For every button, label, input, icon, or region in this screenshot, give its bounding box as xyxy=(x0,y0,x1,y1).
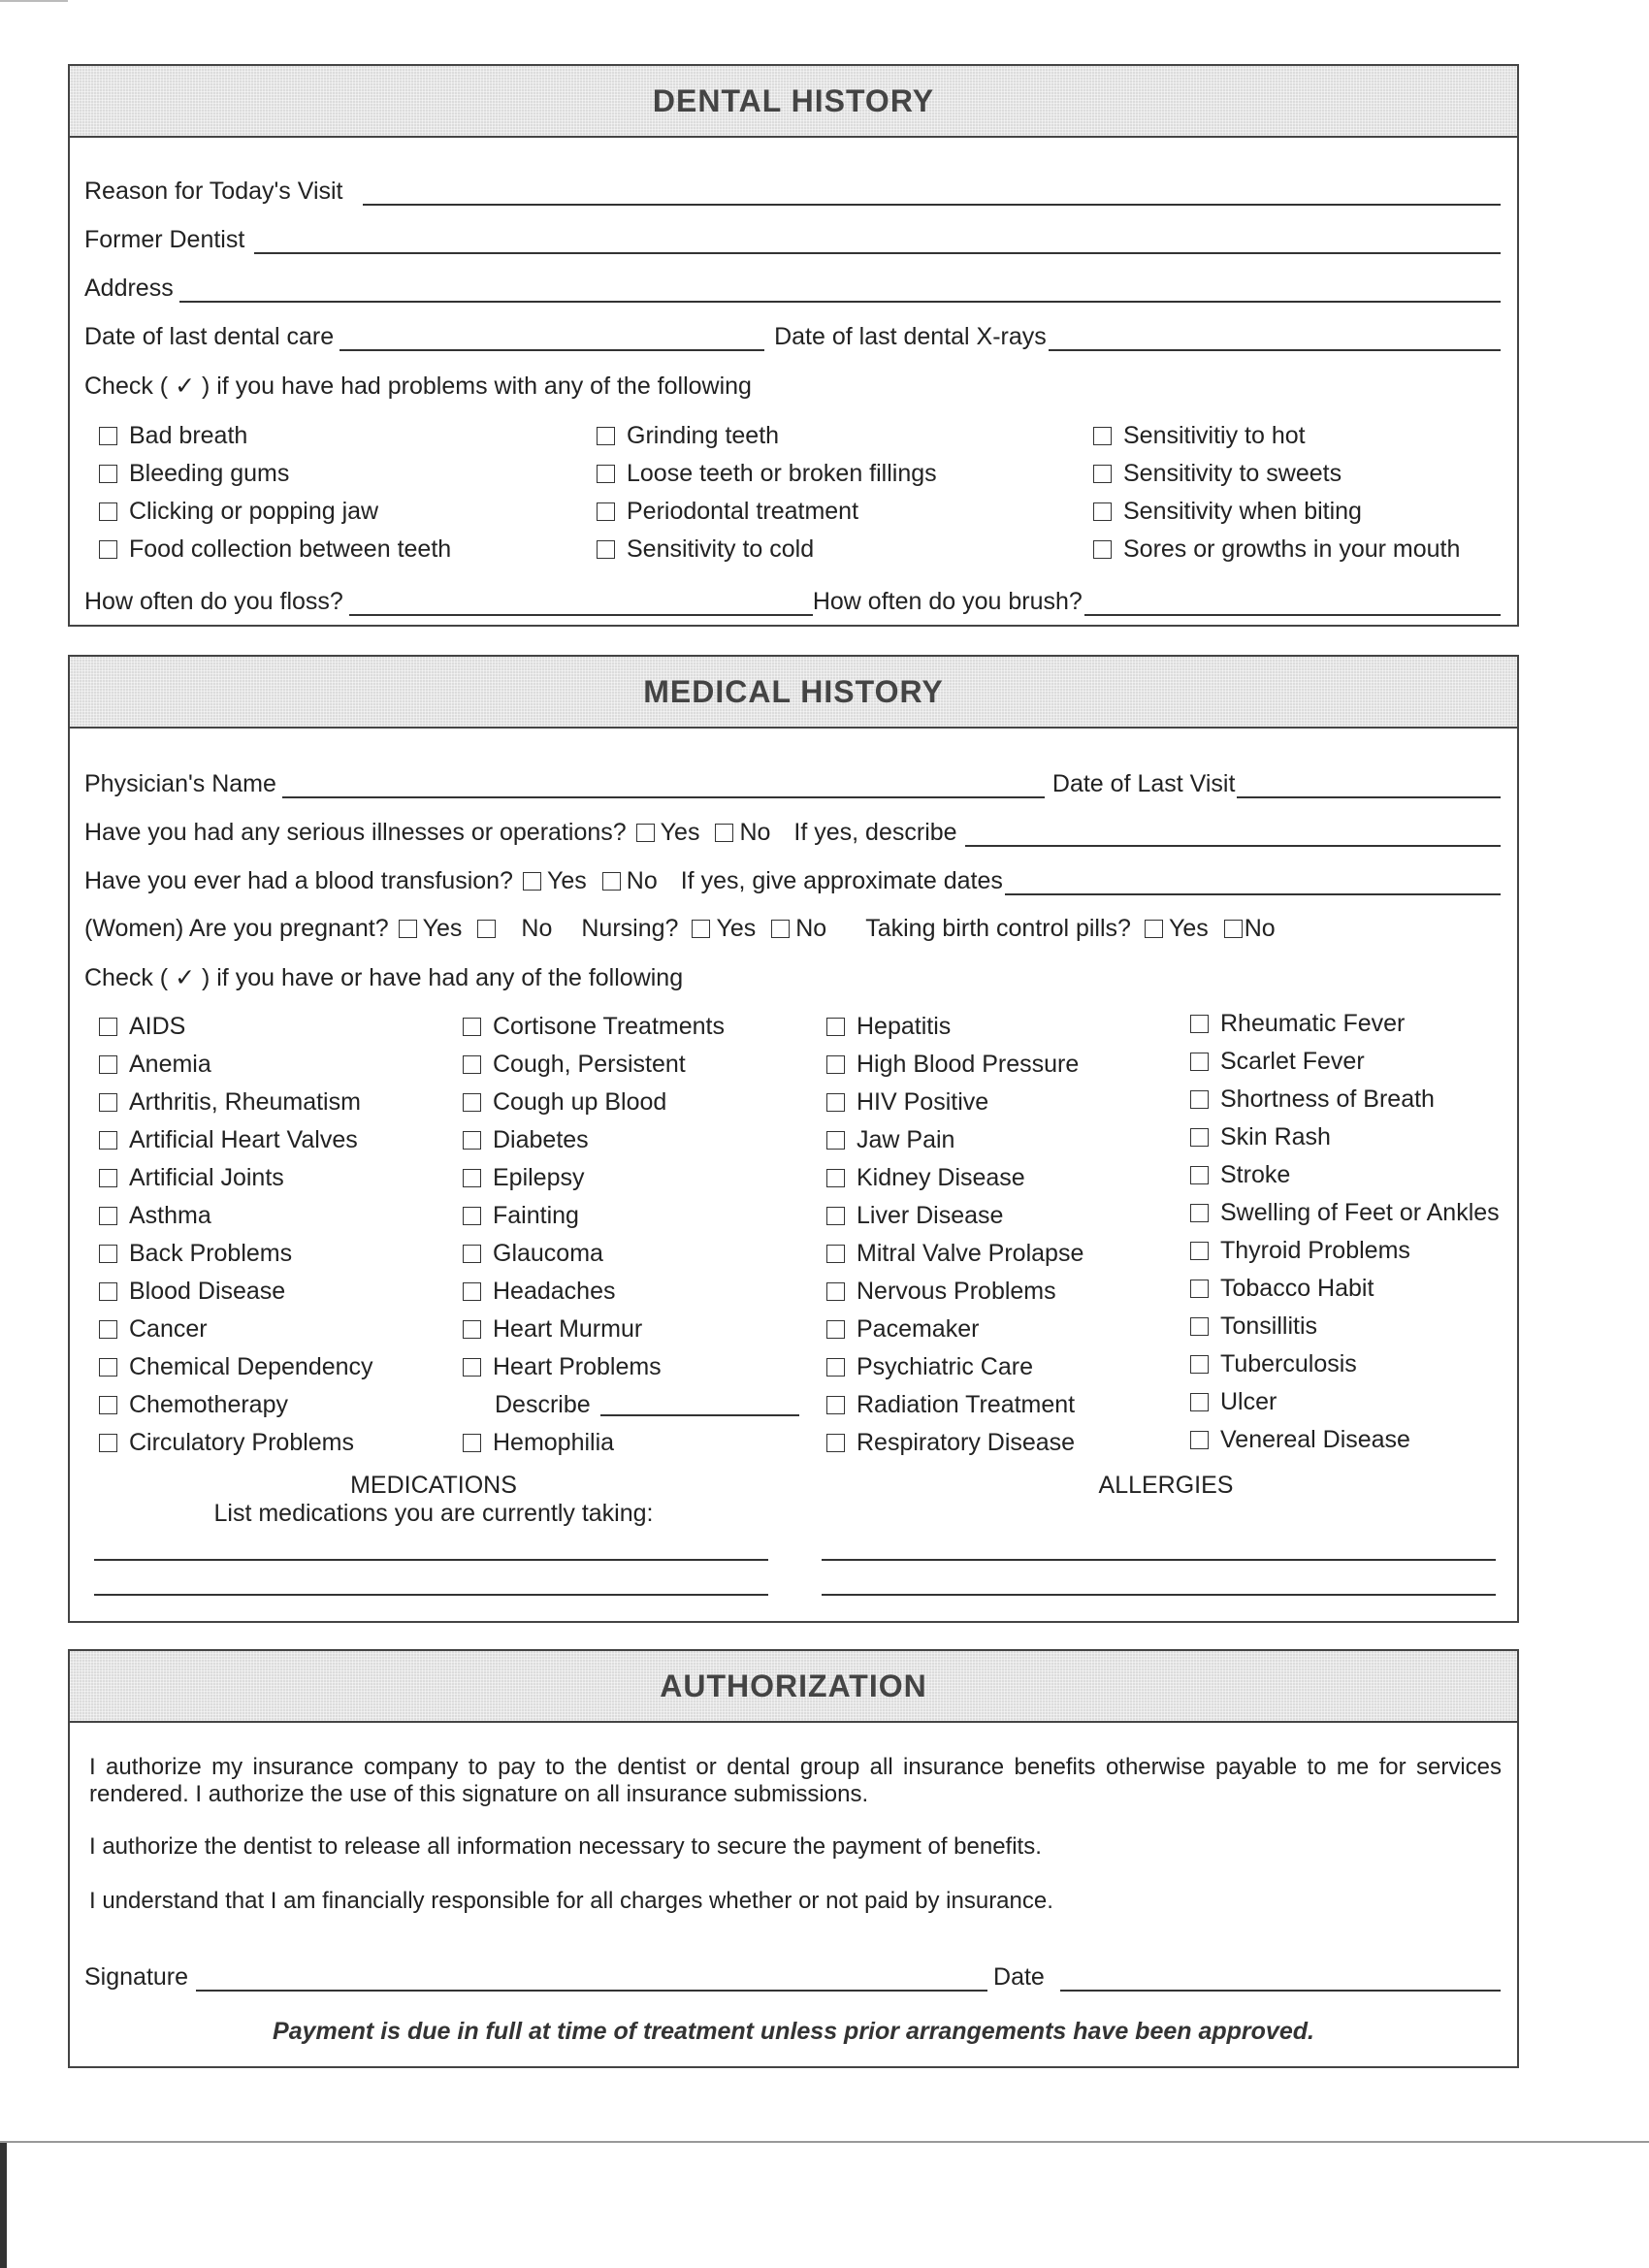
checkbox[interactable] xyxy=(826,1358,845,1377)
former-dentist-field[interactable] xyxy=(254,227,1501,254)
condition-item[interactable]: Asthma xyxy=(99,1197,373,1235)
checkbox[interactable] xyxy=(99,1320,117,1339)
checkbox[interactable] xyxy=(826,1018,845,1036)
checkbox[interactable] xyxy=(1190,1128,1209,1147)
condition-item[interactable]: Chemical Dependency xyxy=(99,1348,373,1386)
scan-edge-bottom xyxy=(0,2141,1649,2143)
checkbox[interactable] xyxy=(99,540,117,559)
last-visit-field[interactable] xyxy=(1237,771,1501,798)
checkbox[interactable] xyxy=(826,1169,845,1187)
condition-item[interactable]: Venereal Disease xyxy=(1190,1421,1500,1459)
checkbox[interactable] xyxy=(477,920,496,938)
condition-item[interactable]: Hemophilia xyxy=(463,1424,799,1462)
checkbox[interactable] xyxy=(826,1207,845,1225)
signature-label: Signature xyxy=(84,1963,189,1991)
dental-problem-item[interactable]: Bad breath xyxy=(99,417,451,455)
heart-describe-label: Describe xyxy=(495,1391,591,1418)
condition-item[interactable]: HIV Positive xyxy=(826,1084,1083,1121)
condition-item[interactable]: Stroke xyxy=(1190,1156,1500,1194)
medications-block xyxy=(94,1472,773,1528)
last-xray-label: Date of last dental X-rays xyxy=(774,323,1047,350)
checkbox[interactable] xyxy=(1093,465,1112,483)
checkbox[interactable] xyxy=(463,1018,481,1036)
birth-control-no-option[interactable]: No xyxy=(1224,915,1276,943)
condition-item[interactable]: Rheumatic Fever xyxy=(1190,1005,1500,1043)
illness-question: Have you had any serious illnesses or operations? xyxy=(84,819,627,846)
checkbox[interactable] xyxy=(1145,920,1163,938)
heart-describe-row xyxy=(463,1386,799,1424)
birth-control-yes-option[interactable]: Yes xyxy=(1145,915,1209,943)
authorization-paragraph-2: I authorize the dentist to release all information necessary to secure the payment of benefits. xyxy=(89,1833,1042,1860)
allergies-line-2[interactable] xyxy=(822,1594,1496,1596)
illness-yes-option[interactable]: Yes xyxy=(636,819,700,847)
checkbox[interactable] xyxy=(463,1434,481,1452)
checkbox[interactable] xyxy=(99,1131,117,1150)
payment-note: Payment is due in full at time of treatment unless prior arrangements have been approved. xyxy=(273,2018,1314,2045)
authorization-paragraph-3: I understand that I am financially responsible for all charges whether or not paid by insurance. xyxy=(89,1888,1053,1914)
condition-item[interactable]: Shortness of Breath xyxy=(1190,1081,1500,1118)
checkbox[interactable] xyxy=(463,1131,481,1150)
condition-item[interactable]: Respiratory Disease xyxy=(826,1424,1083,1462)
dental-problem-item[interactable]: Food collection between teeth xyxy=(99,531,451,568)
checkbox[interactable] xyxy=(463,1093,481,1112)
condition-item[interactable]: Artificial Joints xyxy=(99,1159,373,1197)
checkbox[interactable] xyxy=(463,1169,481,1187)
nursing-yes-option[interactable]: Yes xyxy=(692,915,756,943)
condition-item[interactable]: Cortisone Treatments xyxy=(463,1008,799,1046)
checkbox[interactable] xyxy=(1224,920,1243,938)
floss-field[interactable] xyxy=(349,589,813,616)
authorization-paragraph-1: I authorize my insurance company to pay to the dentist or dental group all insurance benefits otherwise payable to me for services rendered. I authorize the use of this signature on all insurance submissions. xyxy=(89,1754,1502,1807)
condition-item[interactable]: Arthritis, Rheumatism xyxy=(99,1084,373,1121)
signature-field[interactable] xyxy=(196,1964,987,1992)
dental-problem-item[interactable]: Bleeding gums xyxy=(99,455,451,493)
medications-line-1[interactable] xyxy=(94,1559,768,1561)
condition-item[interactable]: Swelling of Feet or Ankles xyxy=(1190,1194,1500,1232)
checkbox[interactable] xyxy=(826,1055,845,1074)
checkbox[interactable] xyxy=(1190,1280,1209,1298)
condition-item[interactable]: Liver Disease xyxy=(826,1197,1083,1235)
condition-item[interactable]: Thyroid Problems xyxy=(1190,1232,1500,1270)
checkbox[interactable] xyxy=(597,465,615,483)
checkbox[interactable] xyxy=(826,1434,845,1452)
scan-edge-left xyxy=(0,2143,7,2268)
dental-problem-item[interactable]: Sensitivity to sweets xyxy=(1093,455,1460,493)
checkbox[interactable] xyxy=(826,1245,845,1263)
authorization-title: AUTHORIZATION xyxy=(660,1668,927,1703)
brush-field[interactable] xyxy=(1084,589,1501,616)
checkbox[interactable] xyxy=(99,1434,117,1452)
authorization-header xyxy=(70,1651,1517,1723)
checkbox[interactable] xyxy=(1190,1166,1209,1184)
medications-subtitle: List medications you are currently taking: xyxy=(213,1500,654,1527)
condition-item[interactable]: Artificial Heart Valves xyxy=(99,1121,373,1159)
checkbox[interactable] xyxy=(99,1282,117,1301)
checkbox[interactable] xyxy=(597,540,615,559)
checkbox[interactable] xyxy=(826,1282,845,1301)
condition-item[interactable]: Heart Problems xyxy=(463,1348,799,1386)
authorization-section xyxy=(68,1649,1519,2068)
pregnant-no-option[interactable]: No xyxy=(477,915,552,943)
checkbox[interactable] xyxy=(99,1018,117,1036)
date-label: Date xyxy=(993,1963,1045,1991)
condition-column-4 xyxy=(1190,1005,1500,1459)
checkbox[interactable] xyxy=(1093,502,1112,521)
condition-item[interactable]: Psychiatric Care xyxy=(826,1348,1083,1386)
checkbox[interactable] xyxy=(99,502,117,521)
condition-item[interactable]: Anemia xyxy=(99,1046,373,1084)
checkbox[interactable] xyxy=(99,1396,117,1414)
last-care-label: Date of last dental care xyxy=(84,323,335,350)
last-visit-label: Date of Last Visit xyxy=(1051,770,1236,797)
condition-item[interactable]: Headaches xyxy=(463,1273,799,1311)
condition-item[interactable]: Pacemaker xyxy=(826,1311,1083,1348)
condition-item[interactable]: Hepatitis xyxy=(826,1008,1083,1046)
checkbox[interactable] xyxy=(463,1320,481,1339)
condition-item[interactable]: Kidney Disease xyxy=(826,1159,1083,1197)
illness-describe-label: If yes, describe xyxy=(793,819,957,846)
heart-describe-field[interactable] xyxy=(600,1395,799,1416)
date-field[interactable] xyxy=(1060,1964,1501,1992)
dental-history-header xyxy=(70,66,1517,138)
former-dentist-label: Former Dentist xyxy=(84,226,245,253)
condition-item[interactable]: Cancer xyxy=(99,1311,373,1348)
checkbox[interactable] xyxy=(99,1093,117,1112)
condition-item[interactable]: Cough up Blood xyxy=(463,1084,799,1121)
condition-item[interactable]: Glaucoma xyxy=(463,1235,799,1273)
checkbox[interactable] xyxy=(99,1245,117,1263)
condition-item[interactable]: Mitral Valve Prolapse xyxy=(826,1235,1083,1273)
brush-label: How often do you brush? xyxy=(812,588,1083,615)
checkbox[interactable] xyxy=(1190,1015,1209,1033)
transfusion-no-option[interactable]: No xyxy=(602,867,658,895)
dental-problem-item[interactable]: Periodontal treatment xyxy=(597,493,937,531)
checkbox[interactable] xyxy=(99,1358,117,1377)
reason-field[interactable] xyxy=(363,178,1502,206)
checkbox[interactable] xyxy=(1190,1053,1209,1071)
medical-history-header xyxy=(70,657,1517,729)
allergies-block xyxy=(826,1472,1505,1500)
checkbox[interactable] xyxy=(715,824,733,842)
condition-item[interactable]: Cough, Persistent xyxy=(463,1046,799,1084)
checkbox[interactable] xyxy=(597,427,615,445)
reason-label: Reason for Today's Visit xyxy=(84,178,343,205)
checkbox[interactable] xyxy=(1190,1090,1209,1109)
floss-label: How often do you floss? xyxy=(84,588,343,615)
dental-problem-column-1 xyxy=(99,417,451,568)
last-xray-field[interactable] xyxy=(1049,324,1501,351)
address-label: Address xyxy=(84,275,174,302)
medications-title: MEDICATIONS xyxy=(350,1472,517,1499)
checkbox[interactable] xyxy=(597,502,615,521)
condition-item[interactable]: Tobacco Habit xyxy=(1190,1270,1500,1308)
dental-problem-item[interactable]: Clicking or popping jaw xyxy=(99,493,451,531)
birth-control-question: Taking birth control pills? xyxy=(865,915,1131,942)
nursing-question: Nursing? xyxy=(581,915,679,942)
dental-problem-item[interactable]: Loose teeth or broken fillings xyxy=(597,455,937,493)
medical-check-prompt: Check ( ✓ ) if you have or have had any of the following xyxy=(84,964,684,991)
checkbox[interactable] xyxy=(1093,427,1112,445)
checkbox[interactable] xyxy=(1190,1204,1209,1222)
allergies-title: ALLERGIES xyxy=(1098,1472,1234,1499)
illness-no-option[interactable]: No xyxy=(715,819,770,847)
dental-problem-item[interactable]: Sensitivitiy to hot xyxy=(1093,417,1460,455)
dental-check-prompt: Check ( ✓ ) if you have had problems with any of the following xyxy=(84,373,752,400)
condition-item[interactable]: Back Problems xyxy=(99,1235,373,1273)
condition-item[interactable]: Blood Disease xyxy=(99,1273,373,1311)
condition-column-3 xyxy=(826,1008,1083,1462)
condition-item[interactable]: AIDS xyxy=(99,1008,373,1046)
scan-edge-top xyxy=(0,0,68,2)
pregnant-yes-option[interactable]: Yes xyxy=(399,915,463,943)
checkbox[interactable] xyxy=(99,465,117,483)
transfusion-yes-option[interactable]: Yes xyxy=(523,867,587,895)
checkbox[interactable] xyxy=(826,1396,845,1414)
medical-history-title: MEDICAL HISTORY xyxy=(643,673,944,709)
checkbox[interactable] xyxy=(99,1207,117,1225)
transfusion-dates-field[interactable] xyxy=(1005,868,1501,895)
condition-item[interactable]: Nervous Problems xyxy=(826,1273,1083,1311)
dental-history-title: DENTAL HISTORY xyxy=(652,82,935,118)
dental-problem-item[interactable]: Grinding teeth xyxy=(597,417,937,455)
checkbox[interactable] xyxy=(826,1131,845,1150)
condition-item[interactable]: Jaw Pain xyxy=(826,1121,1083,1159)
checkbox[interactable] xyxy=(99,427,117,445)
condition-column-1 xyxy=(99,1008,373,1462)
checkbox[interactable] xyxy=(1190,1393,1209,1411)
checkbox[interactable] xyxy=(463,1055,481,1074)
checkbox[interactable] xyxy=(1190,1242,1209,1260)
checkbox[interactable] xyxy=(1190,1355,1209,1374)
transfusion-question: Have you ever had a blood transfusion? xyxy=(84,867,513,894)
checkbox[interactable] xyxy=(1093,540,1112,559)
pregnant-question: (Women) Are you pregnant? xyxy=(84,915,389,942)
medications-line-2[interactable] xyxy=(94,1594,768,1596)
checkbox[interactable] xyxy=(523,872,541,891)
condition-item[interactable]: Heart Murmur xyxy=(463,1311,799,1348)
condition-item[interactable]: Diabetes xyxy=(463,1121,799,1159)
checkbox[interactable] xyxy=(692,920,710,938)
checkbox[interactable] xyxy=(1190,1317,1209,1336)
last-care-field[interactable] xyxy=(340,324,764,351)
condition-item[interactable]: Radiation Treatment xyxy=(826,1386,1083,1424)
dental-problem-item[interactable]: Sores or growths in your mouth xyxy=(1093,531,1460,568)
address-field[interactable] xyxy=(179,275,1501,303)
condition-item[interactable]: Scarlet Fever xyxy=(1190,1043,1500,1081)
transfusion-dates-label: If yes, give approximate dates xyxy=(680,867,1003,894)
allergies-line-1[interactable] xyxy=(822,1559,1496,1561)
checkbox[interactable] xyxy=(463,1207,481,1225)
dental-history-section xyxy=(68,64,1519,627)
condition-item[interactable]: Epilepsy xyxy=(463,1159,799,1197)
dental-problem-column-2 xyxy=(597,417,937,568)
dental-problem-item[interactable]: Sensitivity when biting xyxy=(1093,493,1460,531)
condition-item[interactable]: Skin Rash xyxy=(1190,1118,1500,1156)
condition-item[interactable]: High Blood Pressure xyxy=(826,1046,1083,1084)
condition-column-2 xyxy=(463,1008,799,1462)
checkbox[interactable] xyxy=(463,1245,481,1263)
checkbox[interactable] xyxy=(399,920,417,938)
condition-item[interactable]: Chemotherapy xyxy=(99,1386,373,1424)
condition-item[interactable]: Tonsillitis xyxy=(1190,1308,1500,1345)
checkbox[interactable] xyxy=(602,872,621,891)
physician-field[interactable] xyxy=(282,771,1045,798)
checkbox[interactable] xyxy=(826,1320,845,1339)
dental-problem-column-3 xyxy=(1093,417,1460,568)
condition-item[interactable]: Fainting xyxy=(463,1197,799,1235)
checkbox[interactable] xyxy=(771,920,790,938)
checkbox[interactable] xyxy=(826,1093,845,1112)
checkbox[interactable] xyxy=(636,824,655,842)
nursing-no-option[interactable]: No xyxy=(771,915,826,943)
illness-describe-field[interactable] xyxy=(965,820,1501,847)
medical-history-section xyxy=(68,655,1519,1623)
checkbox[interactable] xyxy=(463,1358,481,1377)
condition-item[interactable]: Circulatory Problems xyxy=(99,1424,373,1462)
condition-item[interactable]: Tuberculosis xyxy=(1190,1345,1500,1383)
condition-item[interactable]: Ulcer xyxy=(1190,1383,1500,1421)
checkbox[interactable] xyxy=(99,1055,117,1074)
checkbox[interactable] xyxy=(463,1282,481,1301)
checkbox[interactable] xyxy=(1190,1431,1209,1449)
dental-problem-item[interactable]: Sensitivity to cold xyxy=(597,531,937,568)
physician-label: Physician's Name xyxy=(84,770,276,797)
checkbox[interactable] xyxy=(99,1169,117,1187)
